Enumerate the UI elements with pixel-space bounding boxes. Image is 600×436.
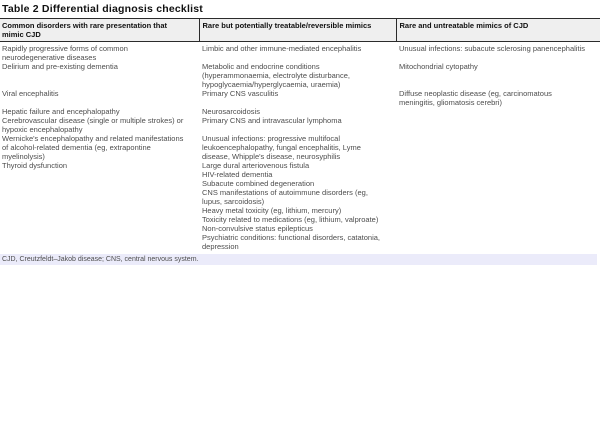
table-row <box>0 161 600 170</box>
table-cell: Hepatic failure and encephalopathy <box>2 107 120 116</box>
table-cell: Neurosarcoidosis <box>202 107 260 116</box>
table-row <box>0 224 600 233</box>
table-cell <box>0 224 199 233</box>
table-cell: Thyroid dysfunction <box>2 161 68 170</box>
table-cell: Non-convulsive status epilepticus <box>202 224 313 233</box>
table-row <box>0 233 600 251</box>
table-cell: Cerebrovascular disease (single or multiple strokes) or hypoxic encephalopathy <box>2 116 184 134</box>
table-cell <box>396 161 600 170</box>
table-cell: Mitochondrial cytopathy <box>399 62 478 71</box>
table-cell <box>396 107 600 116</box>
table-header <box>0 19 600 42</box>
table-cell: Unusual infections: subacute sclerosing panencephalitis <box>399 44 585 53</box>
table-row <box>0 107 600 116</box>
table-row <box>0 170 600 179</box>
table-cell: Diffuse neoplastic disease (eg, carcinomatous meningitis, gliomatosis cerebri) <box>399 89 552 107</box>
table-row <box>0 42 600 63</box>
table-cell <box>0 206 199 215</box>
column-header-untreatable-mimics: Rare and untreatable mimics of CJD <box>396 19 600 42</box>
table-row <box>0 206 600 215</box>
table-row <box>0 188 600 206</box>
table-cell <box>396 179 600 188</box>
table-cell <box>0 233 199 251</box>
table-cell: Primary CNS and intravascular lymphoma <box>202 116 342 125</box>
table-row <box>0 116 600 134</box>
table-title: Table 2 Differential diagnosis checklist <box>2 3 203 15</box>
header-row <box>0 19 600 42</box>
abbreviations-footnote: CJD, Creutzfeldt–Jakob disease; CNS, central nervous system. <box>0 254 597 265</box>
differential-diagnosis-table <box>0 18 600 251</box>
table-cell <box>396 170 600 179</box>
table-row <box>0 179 600 188</box>
table-cell: Metabolic and endocrine conditions (hyperammonaemia, electrolyte disturbance, hypoglycaemia/hyperglycaemia, uraemia) <box>202 62 350 89</box>
table-cell: CNS manifestations of autoimmune disorders (eg, lupus, sarcoidosis) <box>202 188 368 206</box>
table-cell <box>0 188 199 206</box>
table-cell: Primary CNS vasculitis <box>202 89 279 98</box>
table-cell <box>0 170 199 179</box>
table-cell: Toxicity related to medications (eg, lithium, valproate) <box>202 215 379 224</box>
table-body <box>0 42 600 252</box>
table-cell: Rapidly progressive forms of common neurodegenerative diseases <box>2 44 128 62</box>
table-row <box>0 62 600 89</box>
table-cell: Heavy metal toxicity (eg, lithium, mercury) <box>202 206 342 215</box>
table-cell <box>396 224 600 233</box>
table-cell: Delirium and pre-existing dementia <box>2 62 118 71</box>
table-cell: Unusual infections: progressive multifocal leukoencephalopathy, fungal encephalitis, Lyme disease, Whipple's disease, neurosyphilis <box>202 134 361 161</box>
table-cell <box>396 215 600 224</box>
table-cell: Psychiatric conditions: functional disorders, catatonia, depression <box>202 233 381 251</box>
table-cell: Subacute combined degeneration <box>202 179 315 188</box>
table-cell <box>0 215 199 224</box>
table-cell <box>396 134 600 161</box>
table-cell: Viral encephalitis <box>2 89 59 98</box>
table-cell: Limbic and other immune-mediated encephalitis <box>202 44 362 53</box>
table-cell: Large dural arteriovenous fistula <box>202 161 310 170</box>
table-cell: Wernicke's encephalopathy and related manifestations of alcohol-related dementia (eg, extrapontine myelinolysis) <box>2 134 184 161</box>
table-cell: HIV-related dementia <box>202 170 273 179</box>
column-header-common-disorders: Common disorders with rare presentation that mimic CJD <box>0 19 199 42</box>
table-cell <box>396 116 600 134</box>
table-cell <box>0 179 199 188</box>
table-cell <box>396 233 600 251</box>
column-header-treatable-mimics: Rare but potentially treatable/reversible mimics <box>199 19 396 42</box>
table-row <box>0 89 600 107</box>
table-cell <box>396 188 600 206</box>
table-row <box>0 134 600 161</box>
table-row <box>0 215 600 224</box>
table-cell <box>396 206 600 215</box>
